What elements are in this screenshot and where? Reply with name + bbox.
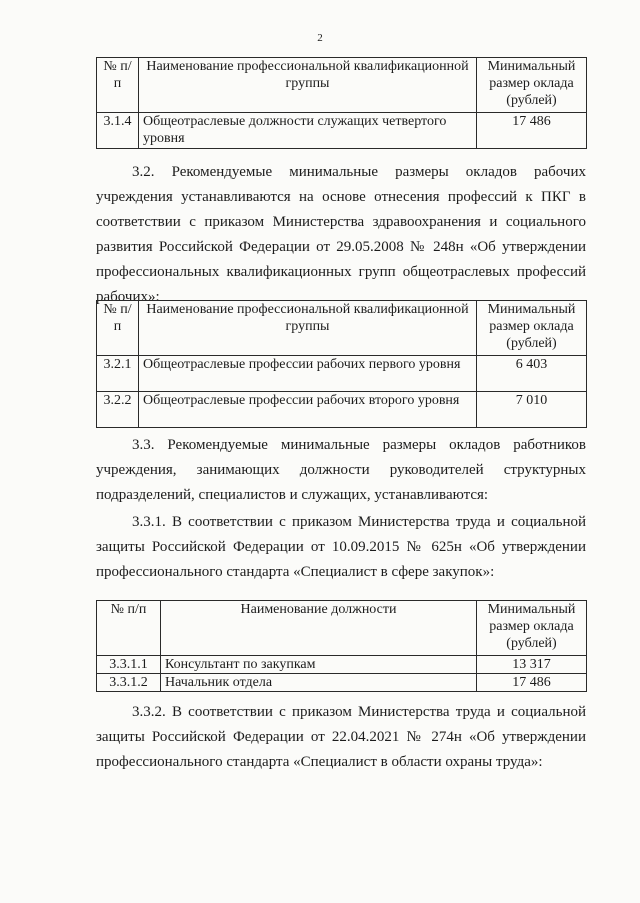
- cell-name: Общеотраслевые должности служащих четвертого уровня: [139, 113, 477, 149]
- cell-name: Общеотраслевые профессии рабочих второго уровня: [139, 392, 477, 428]
- table-row: [97, 356, 587, 392]
- paragraph-3-3-2: 3.3.2. В соответствии с приказом Министерства труда и социальной защиты Российской Федерации от 22.04.2021 № 274н «Об утверждении профессионального стандарта «Специалист в области охраны труда»:: [96, 704, 586, 770]
- table-pkg-employees: [96, 57, 587, 149]
- cell-number: 3.3.1.2: [97, 674, 161, 692]
- col-header-group-name: Наименование профессиональной квалификационной группы: [139, 301, 477, 356]
- table-header-row: [97, 58, 587, 113]
- page-number: 2: [317, 32, 323, 44]
- table-header-row: [97, 301, 587, 356]
- col-header-salary: Минимальный размер оклада (рублей): [477, 58, 587, 113]
- cell-name: Начальник отдела: [161, 674, 477, 692]
- cell-salary: 17 486: [477, 113, 587, 149]
- table-header-row: [97, 601, 587, 656]
- col-header-number: № п/п: [97, 601, 161, 656]
- cell-salary: 6 403: [477, 356, 587, 392]
- cell-number: 3.2.2: [97, 392, 139, 428]
- col-header-number: № п/п: [97, 301, 139, 356]
- col-header-salary: Минимальный размер оклада (рублей): [477, 601, 587, 656]
- col-header-group-name: Наименование профессиональной квалификационной группы: [139, 58, 477, 113]
- table-row: [97, 113, 587, 149]
- table-row: [97, 656, 587, 674]
- cell-salary: 7 010: [477, 392, 587, 428]
- col-header-position-name: Наименование должности: [161, 601, 477, 656]
- cell-number: 3.1.4: [97, 113, 139, 149]
- cell-number: 3.3.1.1: [97, 656, 161, 674]
- table-procurement-positions: [96, 600, 587, 692]
- table-pkg-workers: [96, 300, 587, 428]
- paragraph-3-2: 3.2. Рекомендуемые минимальные размеры окладов рабочих учреждения устанавливаются на основе отнесения профессий к ПКГ в соответствии с приказом Министерства здравоохранения и социального развития Российской Федерации от 29.05.2008 № 248н «Об утверждении профессиональных квалификационных групп общеотраслевых профессий рабочих»:: [96, 164, 586, 305]
- cell-number: 3.2.1: [97, 356, 139, 392]
- col-header-salary: Минимальный размер оклада (рублей): [477, 301, 587, 356]
- table-row: [97, 674, 587, 692]
- paragraph-3-3-1: 3.3.1. В соответствии с приказом Министерства труда и социальной защиты Российской Федерации от 10.09.2015 № 625н «Об утверждении профессионального стандарта «Специалист в сфере закупок»:: [96, 514, 586, 580]
- paragraph-3-3: 3.3. Рекомендуемые минимальные размеры окладов работников учреждения, занимающих должности руководителей структурных подразделений, специалистов и служащих, устанавливаются:: [96, 437, 586, 503]
- col-header-number: № п/п: [97, 58, 139, 113]
- cell-name: Консультант по закупкам: [161, 656, 477, 674]
- cell-name: Общеотраслевые профессии рабочих первого уровня: [139, 356, 477, 392]
- table-row: [97, 392, 587, 428]
- cell-salary: 17 486: [477, 674, 587, 692]
- cell-salary: 13 317: [477, 656, 587, 674]
